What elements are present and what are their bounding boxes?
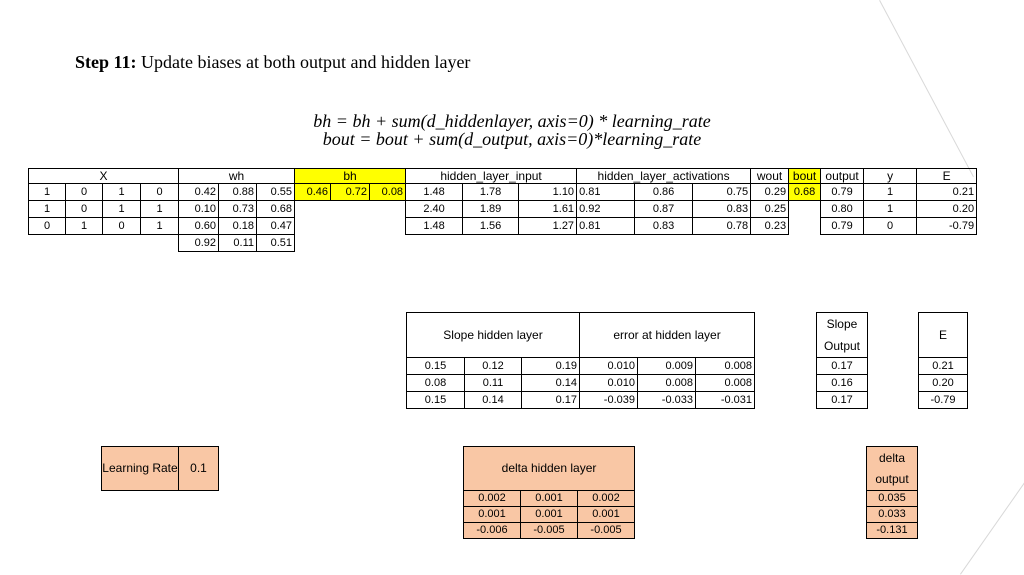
cell: 0.19 bbox=[522, 358, 580, 375]
cell: 0.001 bbox=[578, 507, 635, 523]
decor-line-bottom bbox=[960, 468, 1024, 575]
cell: 0.17 bbox=[522, 392, 580, 409]
table-row bbox=[407, 375, 755, 392]
slope-output-table bbox=[816, 312, 868, 409]
cell: 0.83 bbox=[693, 201, 751, 218]
cell: -0.039 bbox=[580, 392, 638, 409]
empty-cell bbox=[295, 235, 977, 252]
cell: 1 bbox=[141, 201, 179, 218]
cell: -0.79 bbox=[919, 392, 968, 409]
cell: 0.010 bbox=[580, 358, 638, 375]
header-wout: wout bbox=[751, 169, 789, 184]
slide-title-step: Step 11: bbox=[75, 52, 137, 72]
delta-hidden-table bbox=[463, 446, 635, 539]
cell: 0.51 bbox=[257, 235, 295, 252]
header-x: X bbox=[29, 169, 179, 184]
cell: 1.27 bbox=[519, 218, 577, 235]
cell: 1.48 bbox=[406, 218, 463, 235]
cell: -0.005 bbox=[578, 523, 635, 539]
cell: 0.11 bbox=[465, 375, 522, 392]
learning-rate-value: 0.1 bbox=[179, 447, 219, 491]
cell: 1.61 bbox=[519, 201, 577, 218]
header-bout: bout bbox=[789, 169, 821, 184]
formula-bout: bout = bout + sum(d_output, axis=0)*learning_rate bbox=[322, 129, 702, 149]
cell: 0 bbox=[29, 218, 66, 235]
cell: 0.72 bbox=[331, 184, 370, 201]
cell: 0.68 bbox=[257, 201, 295, 218]
header-y: y bbox=[864, 169, 917, 184]
header-hidden-layer-activations: hidden_layer_activations bbox=[577, 169, 751, 184]
cell: 1.78 bbox=[463, 184, 519, 201]
empty-cell bbox=[789, 218, 821, 235]
header-slope-output bbox=[817, 313, 868, 358]
cell: 0.20 bbox=[917, 201, 977, 218]
slide-title bbox=[75, 52, 470, 73]
empty-cell bbox=[295, 201, 406, 218]
cell: -0.033 bbox=[638, 392, 696, 409]
cell: 0.21 bbox=[917, 184, 977, 201]
cell: 0.033 bbox=[867, 507, 918, 523]
cell: 1.48 bbox=[406, 184, 463, 201]
cell: 1 bbox=[103, 184, 141, 201]
cell: 0.68 bbox=[789, 184, 821, 201]
cell: 0.035 bbox=[867, 491, 918, 507]
cell: 1.89 bbox=[463, 201, 519, 218]
cell: 0 bbox=[864, 218, 917, 235]
cell: 0.08 bbox=[370, 184, 406, 201]
cell: 0.14 bbox=[465, 392, 522, 409]
cell: 0.18 bbox=[219, 218, 257, 235]
learning-rate-table bbox=[101, 446, 219, 491]
cell: -0.005 bbox=[521, 523, 578, 539]
slope-error-table bbox=[406, 312, 755, 409]
cell: 0.46 bbox=[295, 184, 331, 201]
cell: -0.031 bbox=[696, 392, 755, 409]
cell: 1.56 bbox=[463, 218, 519, 235]
empty-cell bbox=[29, 235, 179, 252]
cell: 1 bbox=[864, 184, 917, 201]
cell: 0.42 bbox=[179, 184, 219, 201]
table-row bbox=[407, 358, 755, 375]
cell: 0.21 bbox=[919, 358, 968, 375]
header-e-small: E bbox=[919, 313, 968, 358]
cell: 0.11 bbox=[219, 235, 257, 252]
slope-output-line1: Slope bbox=[826, 317, 858, 331]
main-table bbox=[28, 168, 977, 252]
empty-cell bbox=[295, 218, 406, 235]
cell: 0.73 bbox=[219, 201, 257, 218]
cell: 1 bbox=[66, 218, 103, 235]
cell: 0.81 bbox=[577, 184, 635, 201]
e-table bbox=[918, 312, 968, 409]
cell: 0.14 bbox=[522, 375, 580, 392]
formula-bh: bh = bh + sum(d_hiddenlayer, axis=0) * learning_rate bbox=[313, 111, 711, 131]
cell: -0.79 bbox=[917, 218, 977, 235]
cell: 0.23 bbox=[751, 218, 789, 235]
header-slope-hidden-layer: Slope hidden layer bbox=[407, 313, 580, 358]
cell: 0.10 bbox=[179, 201, 219, 218]
cell: 0 bbox=[103, 218, 141, 235]
cell: 1 bbox=[29, 201, 66, 218]
table-row bbox=[29, 201, 977, 218]
cell: 0.15 bbox=[407, 358, 465, 375]
cell: 0.81 bbox=[577, 218, 635, 235]
cell: 0.001 bbox=[521, 491, 578, 507]
header-hidden-layer-input: hidden_layer_input bbox=[406, 169, 577, 184]
decor-line-top bbox=[879, 0, 974, 177]
cell: 0.001 bbox=[464, 507, 521, 523]
cell: 0.80 bbox=[821, 201, 864, 218]
cell: 0.60 bbox=[179, 218, 219, 235]
delta-output-line2: output bbox=[875, 471, 909, 486]
table-row bbox=[407, 392, 755, 409]
cell: 0.88 bbox=[219, 184, 257, 201]
table-row bbox=[464, 507, 635, 523]
cell: 0 bbox=[66, 201, 103, 218]
cell: -0.131 bbox=[867, 523, 918, 539]
cell: 0.75 bbox=[693, 184, 751, 201]
delta-output-table bbox=[866, 446, 918, 539]
header-output: output bbox=[821, 169, 864, 184]
cell: -0.006 bbox=[464, 523, 521, 539]
header-e: E bbox=[917, 169, 977, 184]
learning-rate-label: Learning Rate bbox=[102, 447, 179, 491]
cell: 0.008 bbox=[696, 375, 755, 392]
cell: 1.10 bbox=[519, 184, 577, 201]
slope-output-line2: Output bbox=[823, 339, 861, 353]
table-row bbox=[464, 523, 635, 539]
cell: 0.008 bbox=[638, 375, 696, 392]
header-delta-output bbox=[867, 447, 918, 491]
cell: 0.15 bbox=[407, 392, 465, 409]
cell: 0.17 bbox=[817, 358, 868, 375]
cell: 0.79 bbox=[821, 184, 864, 201]
cell: 0.12 bbox=[465, 358, 522, 375]
header-delta-hidden-layer: delta hidden layer bbox=[464, 447, 635, 491]
cell: 0.16 bbox=[817, 375, 868, 392]
cell: 0.79 bbox=[821, 218, 864, 235]
cell: 0.17 bbox=[817, 392, 868, 409]
table-row bbox=[464, 491, 635, 507]
delta-output-line1: delta bbox=[878, 450, 906, 465]
cell: 0.87 bbox=[635, 201, 693, 218]
header-error-hidden-layer: error at hidden layer bbox=[580, 313, 755, 358]
cell: 0.009 bbox=[638, 358, 696, 375]
cell: 1 bbox=[864, 201, 917, 218]
cell: 0.25 bbox=[751, 201, 789, 218]
slide-title-text: Update biases at both output and hidden layer bbox=[136, 52, 471, 72]
cell: 0.08 bbox=[407, 375, 465, 392]
cell: 0.55 bbox=[257, 184, 295, 201]
cell: 0.008 bbox=[696, 358, 755, 375]
header-wh: wh bbox=[179, 169, 295, 184]
cell: 0 bbox=[141, 184, 179, 201]
cell: 2.40 bbox=[406, 201, 463, 218]
cell: 0.92 bbox=[179, 235, 219, 252]
cell: 1 bbox=[103, 201, 141, 218]
empty-cell bbox=[789, 201, 821, 218]
cell: 0.002 bbox=[464, 491, 521, 507]
cell: 1 bbox=[29, 184, 66, 201]
cell: 1 bbox=[141, 218, 179, 235]
cell: 0.29 bbox=[751, 184, 789, 201]
header-bh: bh bbox=[295, 169, 406, 184]
cell: 0.20 bbox=[919, 375, 968, 392]
cell: 0.001 bbox=[521, 507, 578, 523]
cell: 0.86 bbox=[635, 184, 693, 201]
cell: 0.92 bbox=[577, 201, 635, 218]
cell: 0.010 bbox=[580, 375, 638, 392]
table-row bbox=[29, 218, 977, 235]
table-row bbox=[29, 184, 977, 201]
cell: 0.83 bbox=[635, 218, 693, 235]
cell: 0.47 bbox=[257, 218, 295, 235]
table-row bbox=[29, 235, 977, 252]
cell: 0.002 bbox=[578, 491, 635, 507]
cell: 0 bbox=[66, 184, 103, 201]
cell: 0.78 bbox=[693, 218, 751, 235]
